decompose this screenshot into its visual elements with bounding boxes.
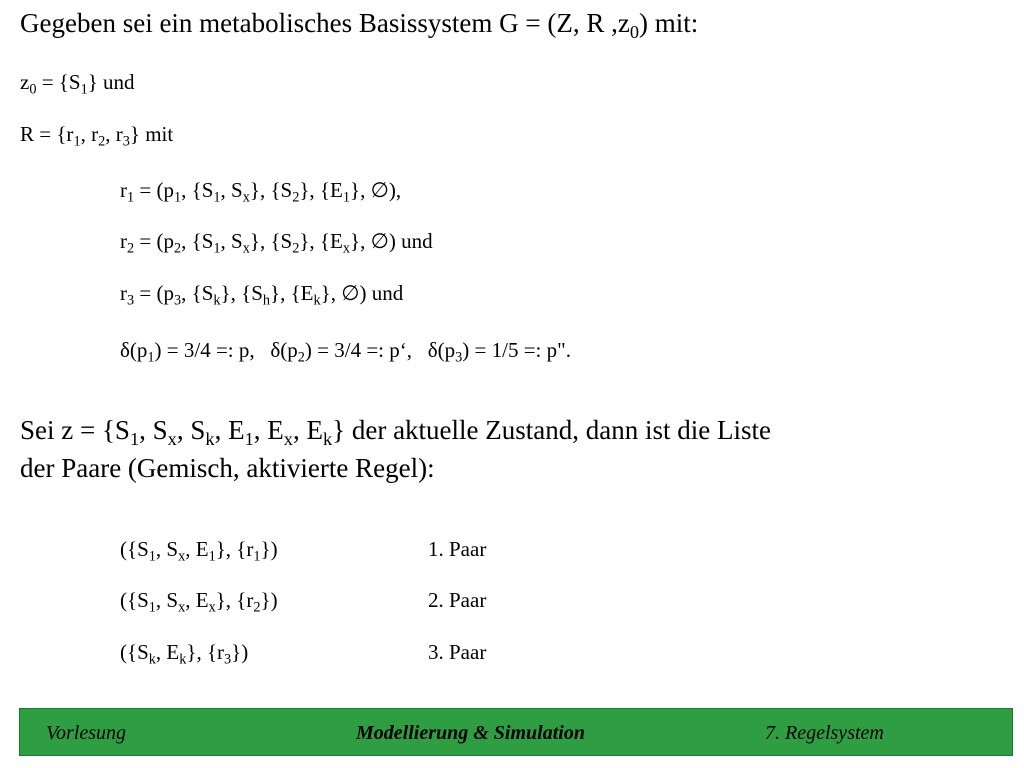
- rule-r1: $r_1 = (p_1$, {$S_1$, $S_x$}, $\{S_2\}$, $\{E_1\}$, ∅),: [120, 178, 402, 206]
- pair-1-label: 1. Paar: [428, 537, 487, 561]
- statement-line-1: Sei $z = \{S_1$, $S_x$, $S_k$, $E_1$, $E_x$, $E_k$} der aktuelle Zustand, dann ist die Liste: [20, 415, 771, 449]
- pair-2-expression: ({$S_1$, $S_x$, $E_x$}, $\{r_2\}$): [120, 588, 278, 616]
- slide-title-subscript: 0: [629, 21, 640, 42]
- slide-title-text: Gegeben sei ein metabolisches Basissystem G = (Z, R ,z: [20, 8, 630, 38]
- z0-definition: $z_0 = \{S_1\}$ und: [20, 70, 135, 98]
- pair-3-label: 3. Paar: [428, 640, 487, 664]
- rule-r2: $r_2 = (p_2$, {$S_1$, $S_x$}, $\{S_2\}$, $\{E_x\}$, ∅) und: [120, 229, 433, 257]
- pair-3-expression: ({$S_k$, $E_k$}, $\{r_3\}$): [120, 640, 249, 668]
- footer-bar: [19, 708, 1013, 756]
- footer-chapter-label: 7. Regelsystem: [765, 722, 884, 744]
- pair-2-label: 2. Paar: [428, 588, 487, 612]
- pair-1-expression: ({$S_1$, $S_x$, $E_1$}, $\{r_1\}$): [120, 537, 278, 565]
- statement-line-2: der Paare (Gemisch, aktivierte Regel):: [20, 453, 435, 483]
- slide-title-end: ) mit:: [639, 8, 699, 38]
- footer-lecture-label: Vorlesung: [46, 722, 126, 744]
- rule-r3: $r_3 = (p_3$, $\{S_k\}$, $\{S_h\}$, $\{E_k\}$, ∅) und: [120, 281, 404, 309]
- footer-course-title: Modellierung & Simulation: [356, 722, 585, 744]
- rule-set-definition: $R = \{r_1$, $r_2$, $r_3$} mit: [20, 122, 174, 150]
- slide-title: [20, 8, 699, 42]
- probability-line: $\delta(p_1) = 3/4$ =: p, $\delta(p_2) = 3/4$ =: p‘, $\delta(p_3) = 1/5$ =: p".: [120, 338, 571, 366]
